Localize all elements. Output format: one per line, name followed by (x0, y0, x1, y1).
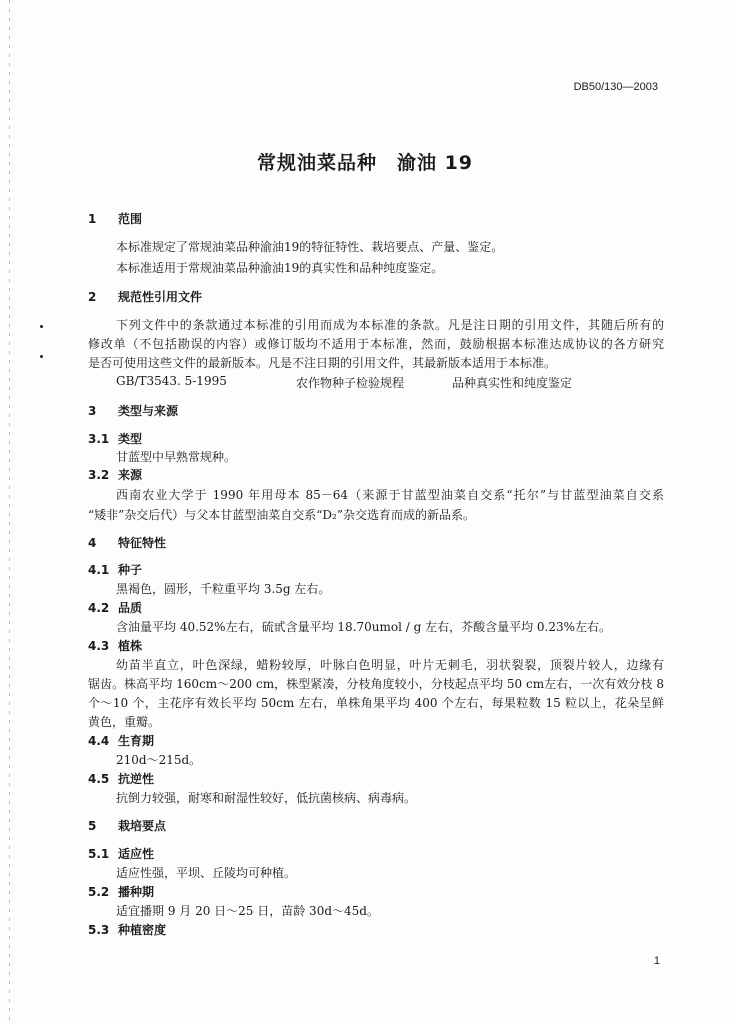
paragraph-line: 是否可使用这些文件的最新版本。凡是不注日期的引用文件，其最新版本适用于本标准。 (88, 356, 557, 370)
section-title: 范围 (118, 212, 143, 226)
paragraph: 黑褐色，圆形，千粒重平均 3.5g 左右。 (116, 582, 331, 596)
section-number: 5 (88, 819, 97, 833)
section-4-heading (88, 534, 166, 551)
subsection-number: 4.3 (88, 639, 110, 653)
subsection-title: 植株 (118, 639, 143, 653)
paragraph-line: 西南农业大学于 1990 年用母本 85－64（来源于甘蓝型油菜自交系“托尔”与甘蓝型油菜自交系 (116, 488, 664, 502)
section-5-heading (88, 817, 166, 834)
subsection-4-1-heading (88, 561, 142, 578)
subsection-4-4-heading (88, 732, 154, 749)
subsection-title: 适应性 (118, 847, 155, 861)
section-number: 4 (88, 536, 97, 550)
page-title: 常规油菜品种 渝油 19 (256, 152, 474, 174)
subsection-number: 3.1 (88, 432, 110, 446)
subsection-4-5-heading (88, 770, 154, 787)
subsection-title: 种植密度 (118, 923, 167, 937)
paragraph-line: 下列文件中的条款通过本标准的引用而成为本标准的条款。凡是注日期的引用文件，其随后所有的 (116, 318, 664, 332)
scan-dot (40, 355, 43, 358)
reference-code: GB/T3543. 5-1995 (116, 374, 227, 388)
subsection-number: 4.4 (88, 734, 110, 748)
subsection-title: 类型 (118, 432, 143, 446)
paragraph-line: 个～10 个，主花序有效长平均 50cm 左右，单株角果平均 400 个左右，每果粒数 15 粒以上，花朵呈鲜 (88, 696, 664, 710)
reference-title: 农作物种子检验规程 (296, 376, 405, 390)
subsection-5-1-heading (88, 845, 154, 862)
paragraph: 含油量平均 40.52%左右，硫甙含量平均 18.70umol / g 左右，芥酸含量平均 0.23%左右。 (116, 620, 612, 634)
subsection-number: 4.2 (88, 601, 110, 615)
standard-number: DB50/130—2003 (573, 81, 658, 93)
paragraph: 本标准适用于常规油菜品种渝油19的真实性和品种纯度鉴定。 (116, 261, 444, 275)
paragraph-line: 修改单（不包括勘误的内容）或修订版均不适用于本标准，然而，鼓励根据本标准达成协议的各方研究 (88, 337, 664, 351)
subsection-number: 5.2 (88, 885, 110, 899)
subsection-title: 生育期 (118, 734, 155, 748)
paragraph: 抗倒力较强，耐寒和耐湿性较好，低抗菌核病、病毒病。 (116, 791, 417, 805)
paragraph: 210d～215d。 (116, 753, 202, 767)
paragraph-line: 锯齿。株高平均 160cm～200 cm，株型紧凑，分枝角度较小，分枝起点平均 50 cm左右，一次有效分枝 8 (88, 677, 664, 691)
subsection-number: 5.1 (88, 847, 110, 861)
paragraph-line: “矮非”杂交后代）与父本甘蓝型油菜自交系“D₂”杂交选育而成的新品系。 (88, 508, 475, 522)
section-title: 特征特性 (118, 536, 167, 550)
paragraph-line: 幼苗半直立，叶色深绿，蜡粉较厚，叶脉白色明显，叶片无刺毛，羽状裂裂，顶裂片较人，边缘有 (116, 658, 664, 672)
paragraph: 甘蓝型中早熟常规种。 (116, 450, 237, 464)
section-3-heading (88, 402, 178, 419)
subsection-number: 4.1 (88, 563, 110, 577)
paragraph: 本标准规定了常规油菜品种渝油19的特征特性、栽培要点、产量、鉴定。 (116, 240, 504, 254)
subsection-5-3-heading (88, 921, 166, 938)
subsection-title: 抗逆性 (118, 772, 155, 786)
subsection-number: 4.5 (88, 772, 110, 786)
subsection-title: 播种期 (118, 885, 155, 899)
subsection-number: 3.2 (88, 468, 110, 482)
subsection-title: 品质 (118, 601, 143, 615)
subsection-title: 来源 (118, 468, 143, 482)
section-title: 类型与来源 (118, 404, 179, 418)
section-1-heading (88, 210, 142, 227)
subsection-4-2-heading (88, 599, 142, 616)
subsection-3-1-heading (88, 430, 142, 447)
subsection-4-3-heading (88, 637, 142, 654)
paragraph: 适宜播期 9 月 20 日～25 日，苗龄 30d～45d。 (116, 904, 379, 918)
section-number: 3 (88, 404, 97, 418)
section-number: 1 (88, 212, 97, 226)
section-title: 规范性引用文件 (118, 290, 203, 304)
subsection-5-2-heading (88, 883, 154, 900)
page-number: 1 (653, 955, 660, 967)
subsection-title: 种子 (118, 563, 143, 577)
subsection-3-2-heading (88, 466, 142, 483)
scan-dot (40, 325, 43, 328)
reference-part: 品种真实性和纯度鉴定 (452, 376, 573, 390)
section-number: 2 (88, 290, 97, 304)
section-2-heading (88, 288, 202, 305)
paragraph: 适应性强，平坝、丘陵均可种植。 (116, 866, 297, 880)
subsection-number: 5.3 (88, 923, 110, 937)
paragraph-line: 黄色，重瓣。 (88, 715, 161, 729)
section-title: 栽培要点 (118, 819, 167, 833)
